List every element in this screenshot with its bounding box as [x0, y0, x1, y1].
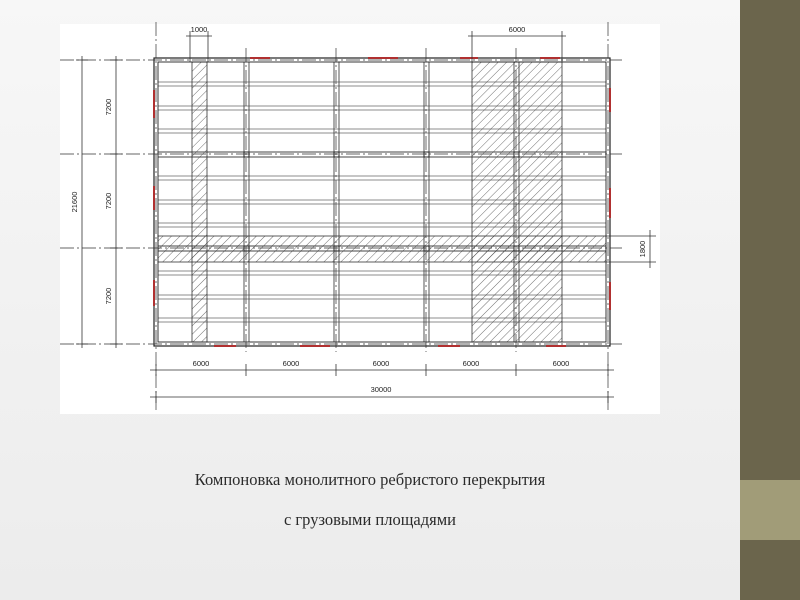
side-decor-panel-top	[740, 0, 800, 480]
side-decor-panel-middle	[740, 480, 800, 540]
dimension-lines	[76, 31, 656, 403]
dim-bottom-3: 6000	[372, 359, 390, 368]
dim-left-bay-1: 7200	[104, 98, 113, 116]
dim-bottom-2: 6000	[282, 359, 300, 368]
load-area-girder-1800	[158, 236, 606, 262]
caption-title: Компоновка монолитного ребристого перекрытия	[194, 470, 546, 489]
dim-left-bay-2: 7200	[104, 192, 113, 210]
dim-left-total: 21600	[70, 191, 79, 213]
dim-bottom-5: 6000	[552, 359, 570, 368]
dim-bottom-1: 6000	[192, 359, 210, 368]
load-area-strip-1000	[192, 62, 207, 342]
caption-subtitle: с грузовыми площадями	[283, 510, 457, 529]
dim-top-left: 1000	[190, 25, 208, 34]
dim-top-right: 6000	[508, 25, 526, 34]
dim-right-1800: 1800	[638, 240, 647, 258]
load-area-girder-6000	[472, 62, 562, 342]
dim-bottom-total: 30000	[370, 385, 392, 394]
side-decor-panel-bottom	[740, 540, 800, 600]
dim-bottom-4: 6000	[462, 359, 480, 368]
dim-left-bay-3: 7200	[104, 287, 113, 305]
